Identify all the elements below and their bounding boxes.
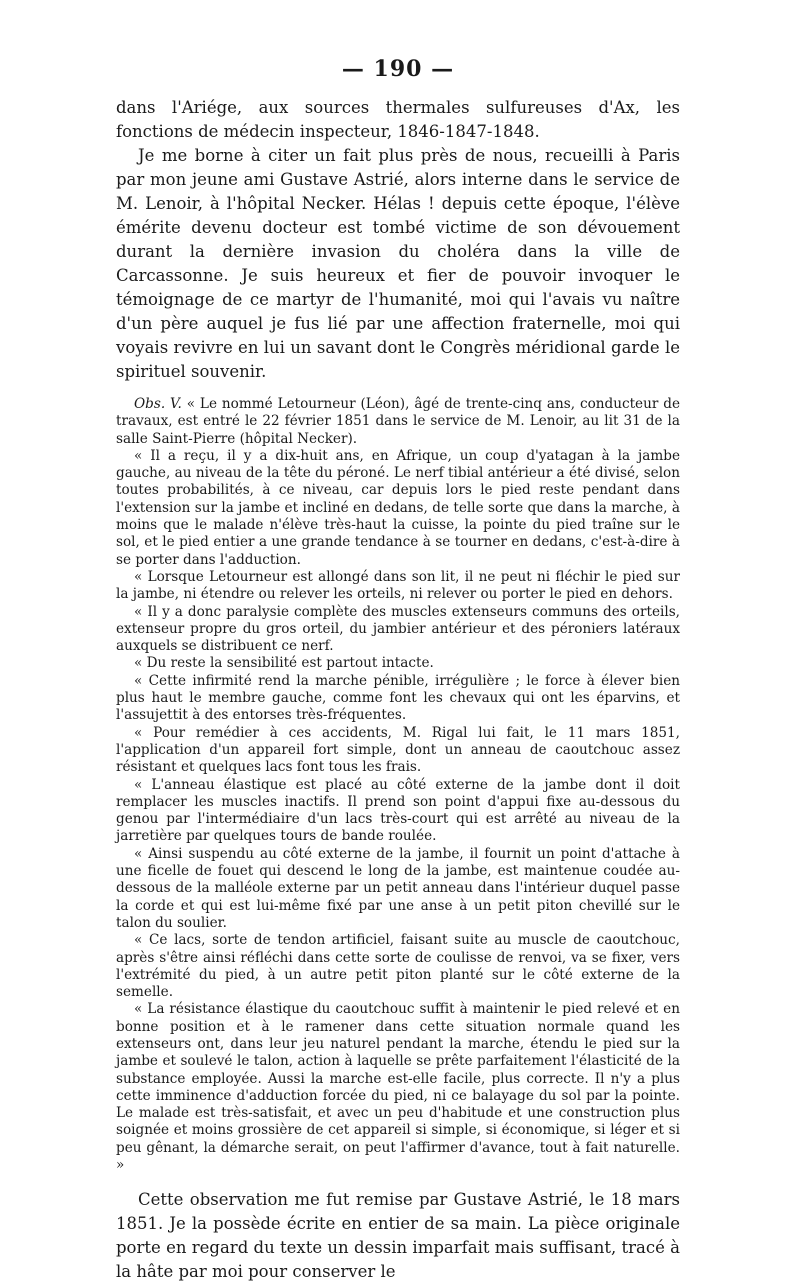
intro-paragraph-2: Je me borne à citer un fait plus près de nous, recueilli à Paris par mon jeune ami Gustave Astrié, alors interne dans le service de M. Lenoir, à l'hôpital Necker. Hélas ! depuis cette époque, l'élève émérite devenu docteur est tombé victime de son dévouement durant la dernière invasion du choléra dans la ville de Carcassonne. Je suis heureux et fier de pouvoir invoquer le témoignage de ce martyr de l'humanité, moi qui l'avais vu naître d'un père auquel je fus lié par une affection fraternelle, moi qui voyais revivre en lui un savant dont le Congrès méridional garde le spirituel souvenir. xyxy=(116,146,680,381)
observation-paragraph: « Il y a donc paralysie complète des muscles extenseurs communs des orteils, extenseur propre du gros orteil, du jambier antérieur et des péroniers latéraux auxquels se distribuent ce nerf. xyxy=(116,603,680,655)
observation-paragraph: « Ainsi suspendu au côté externe de la jambe, il fournit un point d'attache à une ficelle de fouet qui descend le long de la jambe, est maintenue coudée au-dessous de la malléole externe par un petit anneau dans l'intérieur duquel passe la corde et qui est lui-même fixé par une anse à un petit piton chevillé sur le talon du soulier. xyxy=(116,845,680,931)
observation-text: « Le nommé Letourneur (Léon), âgé de trente-cinq ans, conducteur de travaux, est entré le 22 février 1851 dans le service de M. Lenoir, au lit 31 de la salle Saint-Pierre (hôpital Necker). xyxy=(116,396,680,447)
observation-block xyxy=(116,396,680,1174)
intro-paragraph-1: dans l'Ariége, aux sources thermales sulfureuses d'Ax, les fonctions de médecin inspecteur, 1846-1847-1848. xyxy=(116,98,680,141)
observation-paragraph: « Ce lacs, sorte de tendon artificiel, faisant suite au muscle de caoutchouc, après s'être ainsi réfléchi dans cette sorte de coulisse de renvoi, va se fixer, vers l'extrémité du pied, à un autre petit piton planté sur le côté externe de la semelle. xyxy=(116,932,680,1001)
observation-paragraph: « Cette infirmité rend la marche pénible, irrégulière ; le force à élever bien plus haut le membre gauche, comme font les chevaux qui ont les éparvins, et l'assujettit à des entorses très-fréquentes. xyxy=(116,672,680,724)
closing-paragraph: Cette observation me fut remise par Gustave Astrié, le 18 mars 1851. Je la possède écrite en entier de sa main. La pièce originale porte en regard du texte un dessin imparfait mais suffisant, tracé à la hâte par moi pour conserver le xyxy=(116,1190,680,1282)
page-number: — 190 — xyxy=(341,56,455,82)
observation-paragraph: « Du reste la sensibilité est partout intacte. xyxy=(134,655,434,672)
observation-paragraph: « L'anneau élastique est placé au côté externe de la jambe dont il doit remplacer les muscles inactifs. Il prend son point d'appui fixe au-dessous du genou par l'intermédiaire d'un lacs très-court qui est arrêté au niveau de la jarretière par quelques tours de bande roulée. xyxy=(116,776,680,845)
intro-text xyxy=(116,96,680,384)
observation-label: Obs. V. xyxy=(134,396,182,412)
observation-paragraph: « La résistance élastique du caoutchouc suffit à maintenir le pied relevé et en bonne position et à le ramener dans cette situation normale quand les extenseurs ont, dans leur jeu naturel pendant la marche, étendu le pied sur la jambe et soulevé le talon, action à laquelle se prête parfaitement l'élasticité de la substance employée. Aussi la marche est-elle facile, plus correcte. Il n'y a plus cette imminence d'adduction forcée du pied, ni ce balayage du sol par la pointe. Le malade est très-satisfait, et avec un peu d'habitude et une construction plus soignée et moins grossière de cet appareil si simple, si économique, si léger et si peu gênant, la démarche serait, on peut l'affirmer d'avance, tout à fait naturelle. » xyxy=(116,1001,680,1174)
observation-paragraph: « Lorsque Letourneur est allongé dans son lit, il ne peut ni fléchir le pied sur la jambe, ni étendre ou relever les orteils, ni relever ou porter le pied en dehors. xyxy=(116,568,680,603)
observation-paragraph: « Il a reçu, il y a dix-huit ans, en Afrique, un coup d'yatagan à la jambe gauche, au niveau de la tête du péroné. Le nerf tibial antérieur a été divisé, selon toutes probabilités, à ce niveau, car depuis lors le pied reste pendant dans l'extension sur la jambe et incliné en dedans, de telle sorte que dans la marche, à moins que le malade n'élève très-haut la cuisse, la pointe du pied traîne sur le sol, et le pied entier a une grande tendance à se tourner en dedans, c'est-à-dire à se porter dans l'adduction. xyxy=(116,447,680,568)
observation-paragraph: « Pour remédier à ces accidents, M. Rigal lui fait, le 11 mars 1851, l'application d'un appareil fort simple, dont un anneau de caoutchouc assez résistant et quelques lacs font tous les frais. xyxy=(116,724,680,776)
observation-paragraph xyxy=(116,396,680,448)
closing-text xyxy=(116,1188,680,1284)
